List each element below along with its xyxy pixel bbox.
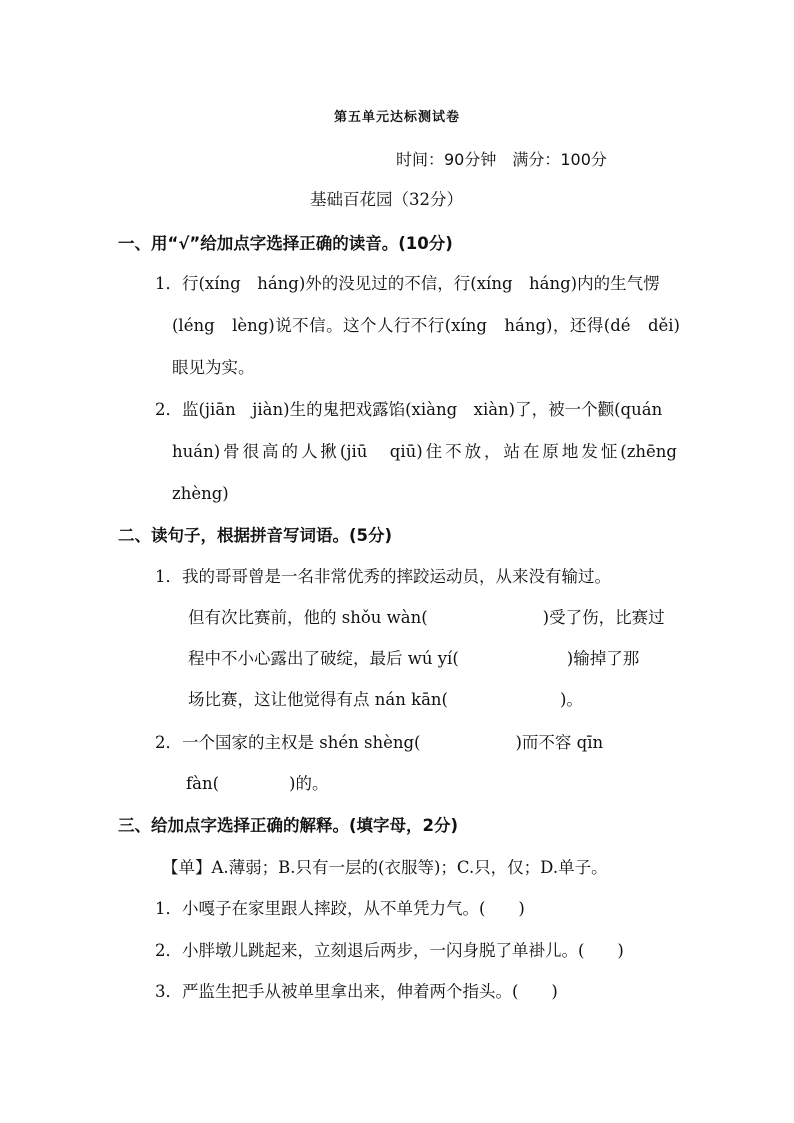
s3-options: 【单】A.薄弱；B.只有一层的(衣服等)；C.只，仅；D.单子。 <box>162 858 608 877</box>
exam-title: 第五单元达标测试卷 <box>333 110 460 125</box>
s1-q2-line1: 2．监(jiān jiàn)生的鬼把戏露馅(xiàng xiàn)了，被一个颧(quán <box>155 400 663 419</box>
section-3-title: 三、给加点字选择正确的解释。(填字母，2分) <box>118 816 459 835</box>
s1-q2-line3: zhèng) <box>172 484 229 503</box>
s2-q2-line1-text-b: )而不容 qīn <box>515 733 604 752</box>
s2-q2-line2-text-a: fàn( <box>186 774 220 793</box>
s2-q1-line3 <box>188 647 639 671</box>
s3-q3: 3．严监生把手从被单里拿出来，伸着两个指头。( ) <box>155 982 558 1001</box>
section-1-title: 一、用“√”给加点字选择正确的读音。(10分) <box>118 234 453 253</box>
part-title: 基础百花园（32分） <box>310 190 463 209</box>
s2-q2-line2-text-b: )的。 <box>289 774 329 793</box>
s2-q1-line4-text-a: 场比赛，这让他觉得有点 nán kān( <box>188 690 448 709</box>
s2-q1-line1: 1．我的哥哥曾是一名非常优秀的摔跤运动员，从来没有输过。 <box>155 567 611 586</box>
time-and-score: 时间：90分钟 满分：100分 <box>396 150 607 169</box>
s2-q1-line2-text-b: )受了伤，比赛过 <box>542 608 665 627</box>
s2-q1-line2 <box>188 606 665 630</box>
s3-q2: 2．小胖墩儿跳起来，立刻退后两步，一闪身脱了单褂儿。( ) <box>155 941 624 960</box>
section-2-title: 二、读句子，根据拼音写词语。(5分) <box>118 526 393 545</box>
s1-q1-line3: 眼见为实。 <box>172 358 255 377</box>
s1-q1-line2: (léng lèng)说不信。这个人行不行(xíng háng)，还得(dé děi) <box>172 316 680 335</box>
s2-q2-line1 <box>155 731 603 755</box>
s2-q1-line2-text-a: 但有次比赛前，他的 shǒu wàn( <box>188 608 428 627</box>
s2-q1-line4 <box>188 688 583 712</box>
s2-q1-line3-text-b: )输掉了那 <box>566 649 640 668</box>
s1-q1-line1: 1．行(xíng háng)外的没见过的不信，行(xíng háng)内的生气愣 <box>155 274 660 293</box>
s1-q2-line2: huán)骨很高的人揪(jiū qiū)住不放，站在原地发怔(zhēng <box>172 442 677 461</box>
s3-q1: 1．小嘎子在家里跟人摔跤，从不单凭力气。( ) <box>155 899 525 918</box>
s2-q1-line4-text-b: )。 <box>559 690 583 709</box>
s2-q2-line1-text-a: 2．一个国家的主权是 shén shèng( <box>155 733 421 752</box>
s2-q2-line2 <box>186 772 328 796</box>
s2-q1-line3-text-a: 程中不小心露出了破绽，最后 wú yí( <box>188 649 459 668</box>
